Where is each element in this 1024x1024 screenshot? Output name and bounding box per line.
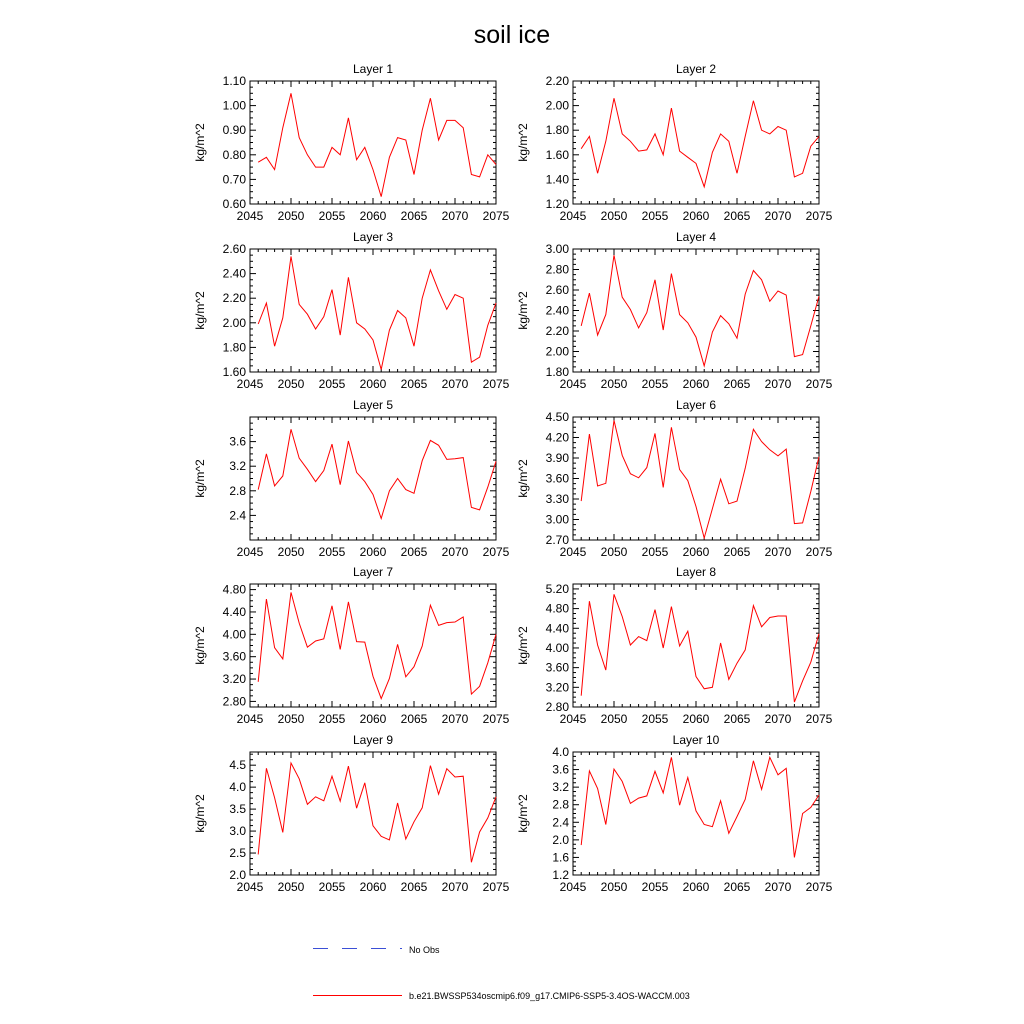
y-tick-label: 4.80 [222,582,246,597]
x-tick-label: 2070 [441,209,469,223]
x-tick-label: 2055 [641,545,669,559]
y-tick-label: 3.6 [552,762,569,777]
x-tick-label: 2060 [682,880,710,894]
y-tick-label: 3.20 [222,672,246,687]
x-tick-label: 2055 [318,880,346,894]
y-tick-label: 4.20 [545,430,569,445]
panel-title: Layer 7 [352,565,394,579]
x-tick-label: 2065 [723,209,751,223]
x-tick-label: 2050 [277,712,305,726]
panel-title: Layer 8 [675,565,717,579]
x-tick-label: 2045 [236,377,264,391]
x-tick-label: 2070 [441,545,469,559]
y-axis-label: kg/m^2 [516,794,530,833]
y-axis-label: kg/m^2 [516,123,530,162]
y-tick-label: 4.50 [545,410,569,424]
x-tick-label: 2060 [359,377,387,391]
x-tick-label: 2045 [559,545,587,559]
x-tick-label: 2050 [277,377,305,391]
x-tick-label: 2075 [805,880,833,894]
panel-title: Layer 9 [352,733,394,747]
y-tick-label: 2.80 [545,262,569,277]
panel-title: Layer 5 [352,398,394,412]
y-tick-label: 3.00 [545,512,569,527]
y-tick-label: 2.70 [545,533,569,547]
x-tick-label: 2050 [600,377,628,391]
x-tick-label: 2060 [682,712,710,726]
y-tick-label: 4.00 [222,627,246,642]
y-tick-label: 0.60 [222,197,246,211]
x-tick-label: 2055 [318,712,346,726]
x-tick-label: 2055 [318,209,346,223]
x-tick-label: 2045 [559,712,587,726]
y-axis-label: kg/m^2 [516,626,530,665]
x-tick-label: 2055 [641,880,669,894]
x-tick-label: 2065 [400,545,428,559]
y-tick-label: 1.60 [545,147,569,162]
y-tick-label: 1.40 [545,172,569,187]
x-tick-label: 2070 [764,377,792,391]
x-tick-label: 2060 [359,880,387,894]
x-tick-label: 2050 [277,209,305,223]
x-tick-label: 2075 [805,545,833,559]
x-tick-label: 2075 [805,209,833,223]
y-tick-label: 2.00 [222,315,246,330]
x-tick-label: 2055 [641,712,669,726]
x-tick-label: 2075 [482,209,510,223]
y-tick-label: 2.8 [552,797,569,812]
x-tick-label: 2045 [236,880,264,894]
y-tick-label: 4.00 [545,640,569,655]
y-tick-label: 3.20 [545,680,569,695]
y-tick-label: 4.0 [552,745,569,759]
y-tick-label: 2.80 [545,700,569,714]
x-tick-label: 2065 [400,880,428,894]
x-tick-label: 2055 [318,377,346,391]
y-tick-label: 4.5 [229,758,246,773]
y-tick-label: 2.4 [552,815,569,830]
x-tick-label: 2070 [441,880,469,894]
x-tick-label: 2070 [764,209,792,223]
y-tick-label: 1.80 [545,123,569,138]
y-tick-label: 0.80 [222,147,246,162]
x-tick-label: 2075 [482,545,510,559]
y-axis-label: kg/m^2 [193,291,207,330]
x-tick-label: 2070 [441,712,469,726]
x-tick-label: 2060 [359,209,387,223]
x-tick-label: 2045 [559,377,587,391]
x-tick-label: 2050 [277,880,305,894]
y-tick-label: 2.40 [222,266,246,281]
x-tick-label: 2075 [805,377,833,391]
y-tick-label: 3.60 [222,649,246,664]
y-axis-label: kg/m^2 [193,794,207,833]
y-tick-label: 2.20 [545,324,569,338]
y-tick-label: 3.00 [545,242,569,256]
y-tick-label: 1.60 [222,365,246,379]
y-tick-label: 4.40 [222,604,246,619]
y-tick-label: 0.90 [222,123,246,138]
x-tick-label: 2075 [805,712,833,726]
y-tick-label: 2.20 [545,74,569,88]
y-tick-label: 2.60 [222,242,246,256]
panel-title: Layer 10 [672,733,720,747]
y-tick-label: 3.60 [545,660,569,675]
y-tick-label: 1.80 [545,365,569,379]
y-tick-label: 4.80 [545,601,569,616]
y-tick-label: 2.40 [545,303,569,318]
panel-title: Layer 4 [675,230,717,244]
y-tick-label: 2.60 [545,283,569,297]
x-tick-label: 2060 [359,712,387,726]
x-tick-label: 2060 [682,209,710,223]
y-tick-label: 2.20 [222,291,246,306]
x-tick-label: 2045 [559,880,587,894]
y-tick-label: 2.4 [229,508,246,523]
y-tick-label: 3.2 [229,459,246,474]
panel-title: Layer 1 [352,62,394,76]
legend-model-label: b.e21.BWSSP534oscmip6.f09_g17.CMIP6-SSP5-3.4OS-WACCM.003 [409,991,690,1001]
x-tick-label: 2050 [600,209,628,223]
x-tick-label: 2065 [723,880,751,894]
y-tick-label: 1.20 [545,197,569,211]
x-tick-label: 2065 [723,377,751,391]
y-tick-label: 3.0 [229,824,246,839]
x-tick-label: 2075 [482,377,510,391]
y-tick-label: 1.00 [222,98,246,113]
x-tick-label: 2065 [400,712,428,726]
y-tick-label: 2.5 [229,846,246,861]
y-tick-label: 4.40 [545,621,569,636]
y-axis-label: kg/m^2 [193,459,207,498]
x-tick-label: 2065 [723,712,751,726]
y-tick-label: 1.10 [222,74,246,88]
x-tick-label: 2070 [764,545,792,559]
y-tick-label: 2.0 [552,832,569,847]
figure-title: soil ice [473,21,551,49]
y-tick-label: 4.0 [229,780,246,795]
x-tick-label: 2050 [600,880,628,894]
panel-title: Layer 6 [675,398,717,412]
x-tick-label: 2050 [277,545,305,559]
y-tick-label: 3.60 [545,471,569,486]
y-tick-label: 1.6 [552,850,569,865]
x-tick-label: 2070 [764,880,792,894]
x-tick-label: 2055 [641,377,669,391]
y-tick-label: 0.70 [222,172,246,187]
y-tick-label: 3.2 [552,780,569,795]
x-tick-label: 2055 [318,545,346,559]
y-tick-label: 1.2 [552,868,569,882]
x-tick-label: 2070 [441,377,469,391]
y-tick-label: 2.00 [545,98,569,113]
y-axis-label: kg/m^2 [193,626,207,665]
y-tick-label: 3.30 [545,492,569,506]
x-tick-label: 2060 [359,545,387,559]
x-tick-label: 2050 [600,545,628,559]
x-tick-label: 2045 [236,545,264,559]
y-tick-label: 2.00 [545,344,569,359]
x-tick-label: 2065 [400,377,428,391]
x-tick-label: 2050 [600,712,628,726]
y-tick-label: 3.90 [545,451,569,465]
panel-title: Layer 3 [352,230,394,244]
x-tick-label: 2075 [482,712,510,726]
y-tick-label: 3.5 [229,802,246,817]
y-axis-label: kg/m^2 [516,291,530,330]
x-tick-label: 2075 [482,880,510,894]
x-tick-label: 2065 [400,209,428,223]
x-tick-label: 2045 [236,209,264,223]
x-tick-label: 2045 [559,209,587,223]
y-tick-label: 2.8 [229,483,246,498]
x-tick-label: 2065 [723,545,751,559]
y-tick-label: 1.80 [222,340,246,355]
y-axis-label: kg/m^2 [516,459,530,498]
y-tick-label: 2.80 [222,694,246,709]
y-tick-label: 2.0 [229,868,246,882]
y-axis-label: kg/m^2 [193,123,207,162]
y-tick-label: 5.20 [545,581,569,596]
x-tick-label: 2060 [682,377,710,391]
x-tick-label: 2045 [236,712,264,726]
x-tick-label: 2070 [764,712,792,726]
x-tick-label: 2055 [641,209,669,223]
x-tick-label: 2060 [682,545,710,559]
y-tick-label: 3.6 [229,434,246,449]
panel-title: Layer 2 [675,62,717,76]
legend-obs-label: No Obs [409,945,440,955]
